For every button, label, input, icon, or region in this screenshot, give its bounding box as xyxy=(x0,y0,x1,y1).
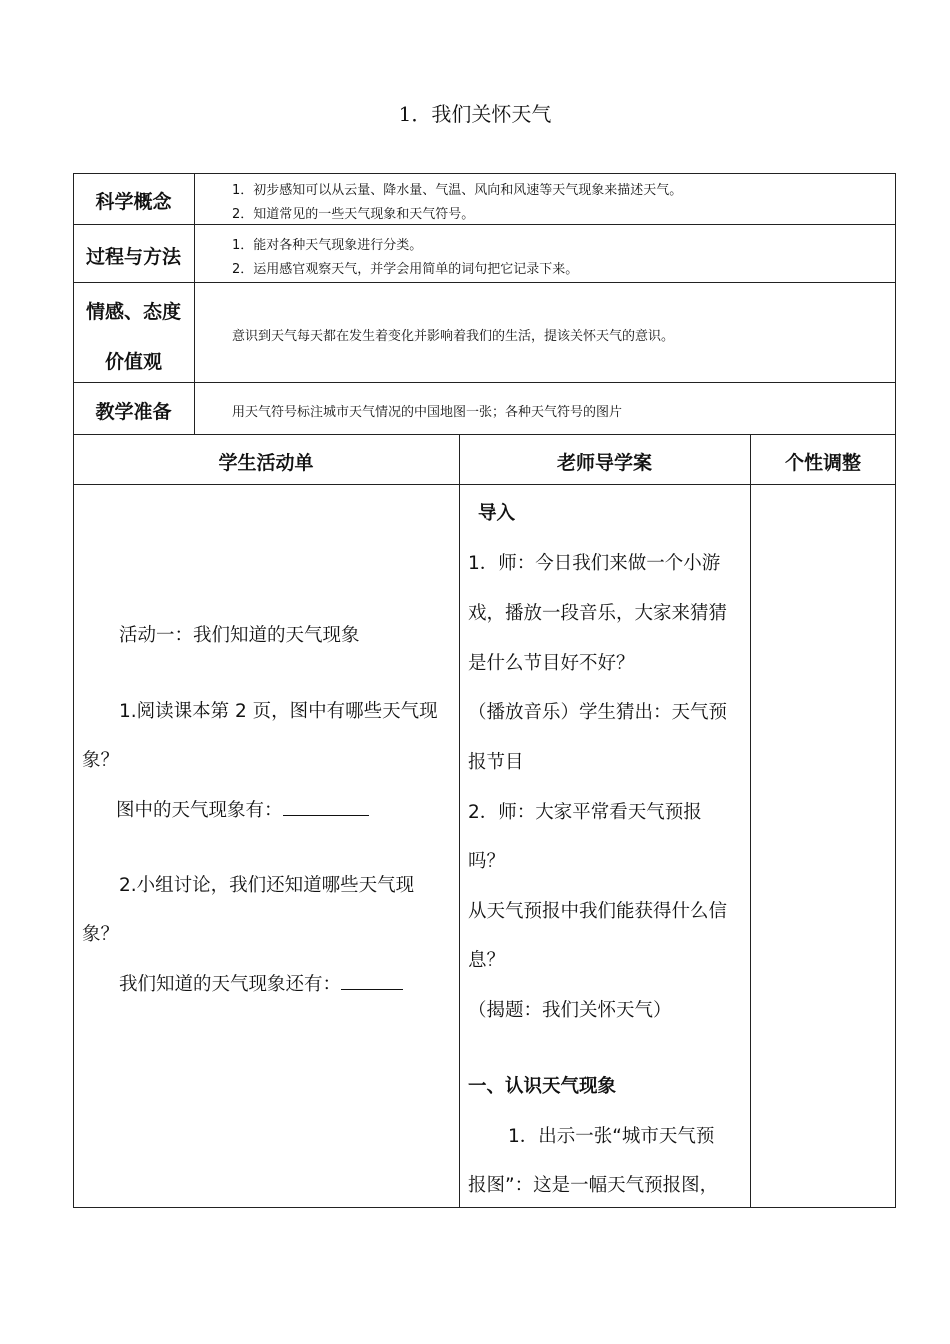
student-answer-2-label: 我们知道的天气现象还有： xyxy=(119,974,342,995)
answer-blank-2[interactable] xyxy=(341,973,403,990)
answer-blank-1[interactable] xyxy=(283,799,369,816)
objective-line: 意识到天气每天都在发生着变化并影响着我们的生活，提该关怀天气的意识。 xyxy=(232,329,675,344)
column-header-student: 学生活动单 xyxy=(218,452,314,474)
objective-line: 1．初步感知可以从云量、降水量、气温、风向和风速等天气现象来描述天气。 xyxy=(232,183,683,198)
objective-label-values: 价值观 xyxy=(104,351,162,373)
objective-label-attitude: 情感、态度 xyxy=(85,301,181,323)
teacher-line: 吗？ xyxy=(468,851,506,872)
column-divider xyxy=(750,434,751,1208)
student-answer-2 xyxy=(119,970,403,996)
teacher-intro-heading: 导入 xyxy=(478,503,516,524)
teacher-line: （播放音乐）学生猜出：天气预 xyxy=(468,702,728,723)
row-divider xyxy=(73,484,896,485)
objective-label-science: 科学概念 xyxy=(95,191,172,213)
student-answer-1-label: 图中的天气现象有： xyxy=(116,800,283,821)
teacher-line: 1．师：今日我们来做一个小游 xyxy=(468,553,721,574)
student-question-1: 1.阅读课本第 2 页，图中有哪些天气现 xyxy=(119,701,438,722)
teacher-line: 是什么节目好不好？ xyxy=(468,653,635,674)
objective-line: 1．能对各种天气现象进行分类。 xyxy=(232,238,423,253)
teacher-section-heading: 一、认识天气现象 xyxy=(468,1076,617,1097)
column-header-teacher: 老师导学案 xyxy=(556,452,652,474)
objective-label-preparation: 教学准备 xyxy=(95,401,172,423)
label-column-divider xyxy=(194,173,195,434)
teacher-line: 戏，播放一段音乐，大家来猜猜 xyxy=(468,603,728,624)
student-question-2: 2.小组讨论，我们还知道哪些天气现 xyxy=(119,875,415,896)
column-divider xyxy=(459,434,460,1208)
student-question-2-cont: 象？ xyxy=(82,924,120,945)
row-divider xyxy=(73,382,896,383)
teacher-line: 息？ xyxy=(468,950,506,971)
row-divider xyxy=(73,282,896,283)
page-title: 1．我们关怀天气 xyxy=(398,102,552,126)
objective-line: 用天气符号标注城市天气情况的中国地图一张；各种天气符号的图片 xyxy=(232,405,623,420)
teacher-section-line: 1．出示一张“城市天气预 xyxy=(508,1126,715,1147)
student-activity-title: 活动一：我们知道的天气现象 xyxy=(119,625,360,646)
teacher-line: 从天气预报中我们能获得什么信 xyxy=(468,901,728,922)
row-divider xyxy=(73,224,896,225)
teacher-line: 2．师：大家平常看天气预报 xyxy=(468,802,702,823)
teacher-line: 报节目 xyxy=(468,752,524,773)
column-header-adjustment: 个性调整 xyxy=(784,452,861,474)
teacher-line: （揭题：我们关怀天气） xyxy=(468,1000,672,1021)
objective-line: 2．运用感官观察天气，并学会用简单的词句把它记录下来。 xyxy=(232,262,579,277)
student-answer-1 xyxy=(116,796,369,822)
teacher-section-line: 报图”：这是一幅天气预报图， xyxy=(468,1175,719,1196)
student-question-1-cont: 象？ xyxy=(82,750,120,771)
objective-line: 2．知道常见的一些天气现象和天气符号。 xyxy=(232,207,475,222)
row-divider xyxy=(73,434,896,435)
objective-label-process: 过程与方法 xyxy=(85,246,181,268)
